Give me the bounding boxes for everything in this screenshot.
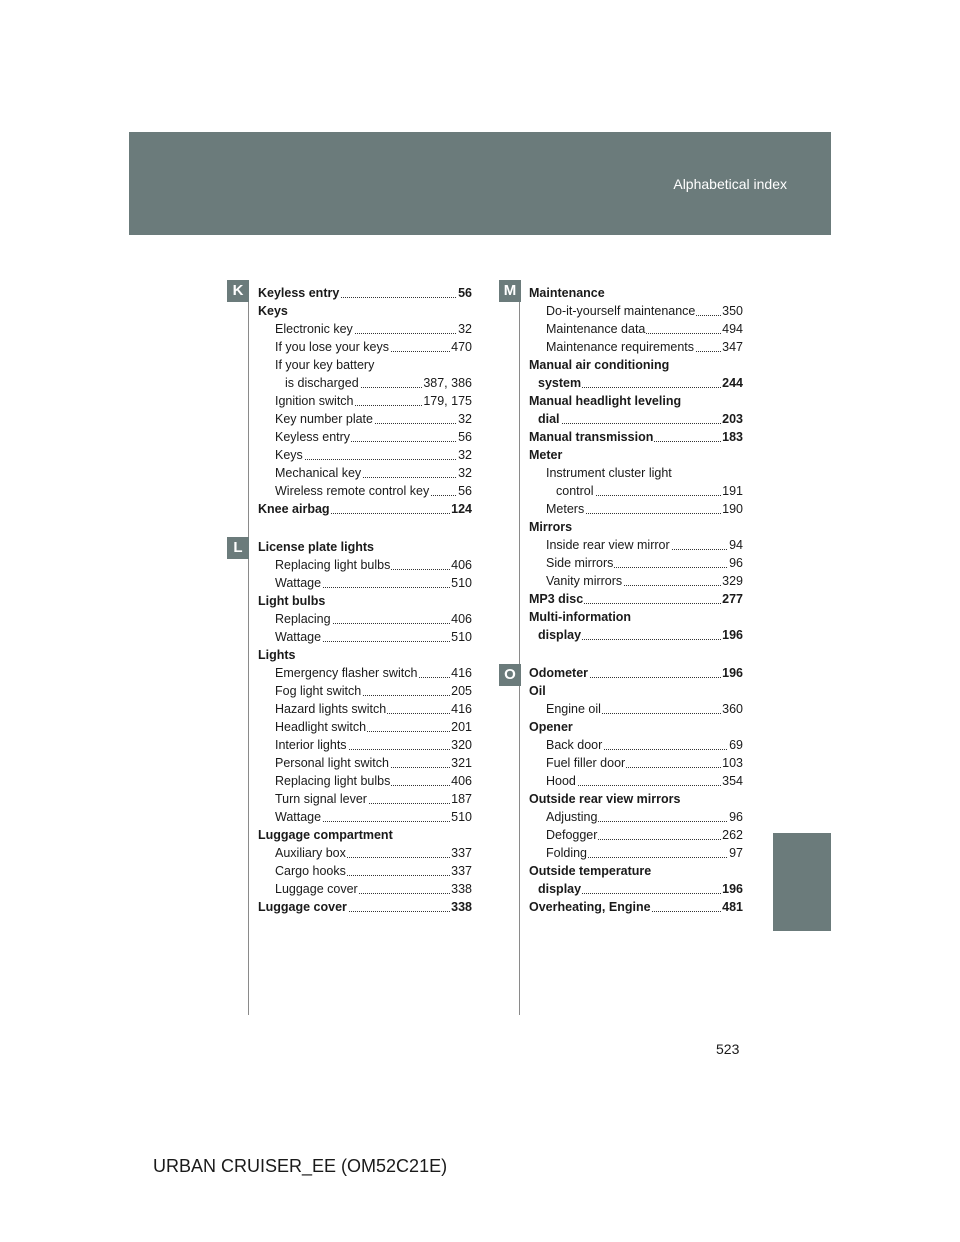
index-entry-page: 96 <box>729 810 743 824</box>
index-entry-term: License plate lights <box>258 540 375 554</box>
index-entry <box>275 682 472 700</box>
index-entry <box>258 646 472 664</box>
index-entry-term: MP3 disc <box>529 592 584 606</box>
index-entry-term: dial <box>538 412 560 426</box>
index-entry <box>275 880 472 898</box>
index-entry <box>546 302 743 320</box>
index-entry-page: 510 <box>451 810 472 824</box>
index-entry <box>275 790 472 808</box>
index-entry-page: 32 <box>458 322 472 336</box>
index-entry-page: 201 <box>451 720 472 734</box>
index-entry-page: 32 <box>458 466 472 480</box>
index-entry-term: Manual air conditioning <box>529 358 670 372</box>
index-entry <box>546 464 743 482</box>
index-entry-page: 196 <box>722 882 743 896</box>
index-entry-term: control <box>556 484 594 498</box>
index-entry <box>538 410 743 428</box>
index-entry-term: Engine oil <box>546 702 601 716</box>
index-entry <box>275 862 472 880</box>
index-entry <box>275 610 472 628</box>
index-entry <box>275 392 472 410</box>
index-entry <box>275 410 472 428</box>
index-entry <box>529 518 743 536</box>
index-entry-page: 196 <box>722 666 743 680</box>
index-entry-term: Replacing light bulbs <box>275 558 391 572</box>
index-column-right <box>529 284 743 916</box>
index-entry-term: Outside temperature <box>529 864 652 878</box>
index-entry-term: If you lose your keys <box>275 340 389 354</box>
index-entry <box>529 608 743 626</box>
index-entry <box>529 682 743 700</box>
index-entry-page: 470 <box>451 340 472 354</box>
index-entry-page: 124 <box>451 502 472 516</box>
index-entry-page: 406 <box>451 558 472 572</box>
index-entry <box>529 284 743 302</box>
index-entry-page: 338 <box>451 882 472 896</box>
index-entry-page: 354 <box>722 774 743 788</box>
index-entry <box>538 880 743 898</box>
index-entry-page: 32 <box>458 448 472 462</box>
index-entry-term: Emergency flasher switch <box>275 666 418 680</box>
index-entry-term: Adjusting <box>546 810 598 824</box>
index-entry-term: If your key battery <box>275 358 375 372</box>
index-entry-page: 103 <box>722 756 743 770</box>
index-entry-page: 56 <box>458 286 472 300</box>
index-entry <box>275 664 472 682</box>
index-entry <box>285 374 472 392</box>
index-entry-page: 97 <box>729 846 743 860</box>
index-entry <box>546 736 743 754</box>
index-entry-term: Back door <box>546 738 603 752</box>
index-entry-page: 94 <box>729 538 743 552</box>
index-entry <box>546 826 743 844</box>
index-entry-term: Wattage <box>275 810 322 824</box>
index-entry <box>275 428 472 446</box>
index-entry-term: Manual headlight leveling <box>529 394 682 408</box>
index-entry <box>529 356 743 374</box>
index-entry <box>275 574 472 592</box>
index-entry <box>529 446 743 464</box>
index-entry-page: 56 <box>458 430 472 444</box>
index-entry-term: Keyless entry <box>275 430 351 444</box>
index-entry-term: Luggage cover <box>258 900 347 914</box>
index-entry-page: 277 <box>722 592 743 606</box>
index-entry <box>529 862 743 880</box>
index-entry-page: 347 <box>722 340 743 354</box>
index-entry <box>275 754 472 772</box>
index-entry-page: 69 <box>729 738 743 752</box>
index-entry-term: Multi-information <box>529 610 632 624</box>
section-gap <box>529 644 743 664</box>
index-entry <box>275 772 472 790</box>
dot-leader <box>538 423 743 424</box>
index-entry <box>538 374 743 392</box>
index-entry-page: 337 <box>451 864 472 878</box>
index-entry-term: Maintenance data <box>546 322 646 336</box>
index-entry-page: 191 <box>722 484 743 498</box>
index-entry-term: Wireless remote control key <box>275 484 430 498</box>
index-entry-term: Interior lights <box>275 738 347 752</box>
letter-o-marker: O <box>499 664 521 686</box>
letter-k-marker: K <box>227 280 249 302</box>
index-entry-page: 329 <box>722 574 743 588</box>
index-entry <box>546 554 743 572</box>
index-entry-term: Replacing <box>275 612 331 626</box>
index-entry <box>258 500 472 518</box>
index-entry-term: Hazard lights switch <box>275 702 387 716</box>
index-entry-page: 416 <box>451 702 472 716</box>
index-entry-term: Wattage <box>275 630 322 644</box>
index-entry-page: 32 <box>458 412 472 426</box>
index-entry <box>546 844 743 862</box>
index-entry-term: Keyless entry <box>258 286 340 300</box>
index-entry <box>275 482 472 500</box>
dot-leader <box>275 459 472 460</box>
index-entry-term: Headlight switch <box>275 720 367 734</box>
index-entry-page: 96 <box>729 556 743 570</box>
index-entry-term: Overheating, Engine <box>529 900 651 914</box>
index-entry <box>275 464 472 482</box>
index-entry <box>258 898 472 916</box>
index-entry-term: Mechanical key <box>275 466 362 480</box>
index-entry-term: Do-it-yourself maintenance <box>546 304 696 318</box>
index-entry <box>275 356 472 374</box>
index-entry-page: 406 <box>451 774 472 788</box>
section-tab <box>773 833 831 931</box>
index-entry <box>529 790 743 808</box>
index-entry <box>275 628 472 646</box>
index-entry-page: 387, 386 <box>423 376 472 390</box>
index-entry <box>275 556 472 574</box>
index-entry-page: 183 <box>722 430 743 444</box>
index-entry-page: 56 <box>458 484 472 498</box>
index-entry-page: 337 <box>451 846 472 860</box>
index-entry <box>275 736 472 754</box>
letter-l-marker: L <box>227 537 249 559</box>
index-entry-term: Hood <box>546 774 576 788</box>
index-entry-term: Meters <box>546 502 585 516</box>
index-entry-page: 481 <box>722 900 743 914</box>
index-entry-term: Knee airbag <box>258 502 330 516</box>
index-entry-page: 205 <box>451 684 472 698</box>
index-entry-term: is discharged <box>285 376 359 390</box>
index-entry <box>529 392 743 410</box>
index-column-left <box>258 284 472 916</box>
index-entry-term: Side mirrors <box>546 556 614 570</box>
index-entry-page: 187 <box>451 792 472 806</box>
header-title: Alphabetical index <box>673 176 787 192</box>
index-entry <box>275 844 472 862</box>
index-entry-term: Opener <box>529 720 573 734</box>
index-entry <box>258 284 472 302</box>
index-entry-term: Folding <box>546 846 587 860</box>
index-entry <box>538 626 743 644</box>
index-entry-page: 416 <box>451 666 472 680</box>
index-entry-term: Cargo hooks <box>275 864 346 878</box>
index-entry <box>546 772 743 790</box>
page-number: 523 <box>716 1041 740 1057</box>
index-entry <box>275 446 472 464</box>
index-entry-term: Personal light switch <box>275 756 389 770</box>
index-entry <box>529 590 743 608</box>
index-entry-term: Outside rear view mirrors <box>529 792 681 806</box>
index-entry-page: 179, 175 <box>423 394 472 408</box>
index-entry-term: Maintenance requirements <box>546 340 694 354</box>
index-entry <box>529 718 743 736</box>
page-header <box>129 132 831 235</box>
index-entry <box>546 808 743 826</box>
index-entry-page: 196 <box>722 628 743 642</box>
column-divider-left <box>248 283 249 1015</box>
index-entry <box>546 536 743 554</box>
index-entry <box>275 700 472 718</box>
index-entry <box>546 320 743 338</box>
index-entry-term: Luggage compartment <box>258 828 393 842</box>
index-entry-page: 321 <box>451 756 472 770</box>
index-entry <box>529 898 743 916</box>
index-entry <box>275 338 472 356</box>
index-entry <box>546 338 743 356</box>
section-gap <box>258 518 472 538</box>
index-entry <box>275 718 472 736</box>
index-entry <box>546 754 743 772</box>
index-entry <box>529 428 743 446</box>
index-entry-term: Defogger <box>546 828 598 842</box>
index-entry-term: Ignition switch <box>275 394 354 408</box>
index-entry-page: 360 <box>722 702 743 716</box>
index-entry-page: 350 <box>722 304 743 318</box>
index-entry <box>556 482 743 500</box>
index-entry-term: Maintenance <box>529 286 605 300</box>
index-entry-term: Keys <box>258 304 288 318</box>
index-entry-page: 320 <box>451 738 472 752</box>
index-entry-term: Replacing light bulbs <box>275 774 391 788</box>
index-entry <box>258 302 472 320</box>
index-entry-page: 338 <box>451 900 472 914</box>
index-entry-term: system <box>538 376 582 390</box>
index-entry-page: 203 <box>722 412 743 426</box>
index-entry-term: Electronic key <box>275 322 353 336</box>
index-entry-page: 262 <box>722 828 743 842</box>
index-entry <box>258 592 472 610</box>
index-entry-term: Wattage <box>275 576 322 590</box>
index-entry-page: 244 <box>722 376 743 390</box>
index-entry <box>275 808 472 826</box>
index-entry-term: Manual transmission <box>529 430 654 444</box>
index-entry-term: Fuel filler door <box>546 756 626 770</box>
index-entry-page: 494 <box>722 322 743 336</box>
index-entry-term: Keys <box>275 448 303 462</box>
index-entry-term: Lights <box>258 648 296 662</box>
index-entry-term: Fog light switch <box>275 684 362 698</box>
index-entry <box>258 826 472 844</box>
index-entry-page: 510 <box>451 630 472 644</box>
index-entry <box>258 538 472 556</box>
index-entry <box>529 664 743 682</box>
index-entry-term: Oil <box>529 684 546 698</box>
index-entry <box>546 500 743 518</box>
index-entry <box>546 572 743 590</box>
index-entry-term: Vanity mirrors <box>546 574 623 588</box>
index-entry-term: Meter <box>529 448 563 462</box>
index-entry <box>546 700 743 718</box>
index-entry-term: Key number plate <box>275 412 373 426</box>
index-entry-term: Light bulbs <box>258 594 326 608</box>
index-entry-page: 406 <box>451 612 472 626</box>
index-entry-term: Instrument cluster light <box>546 466 672 480</box>
footer-model-code: URBAN CRUISER_EE (OM52C21E) <box>153 1156 448 1176</box>
column-divider-right <box>519 283 520 1015</box>
index-entry-term: Auxiliary box <box>275 846 346 860</box>
index-entry-page: 510 <box>451 576 472 590</box>
letter-m-marker: M <box>499 280 521 302</box>
index-entry-term: Mirrors <box>529 520 573 534</box>
index-entry-term: Turn signal lever <box>275 792 367 806</box>
index-entry-term: Luggage cover <box>275 882 358 896</box>
index-entry-term: Inside rear view mirror <box>546 538 670 552</box>
index-entry-page: 190 <box>722 502 743 516</box>
index-entry-term: display <box>538 882 582 896</box>
index-entry-term: Odometer <box>529 666 589 680</box>
index-entry <box>275 320 472 338</box>
index-entry-term: display <box>538 628 582 642</box>
